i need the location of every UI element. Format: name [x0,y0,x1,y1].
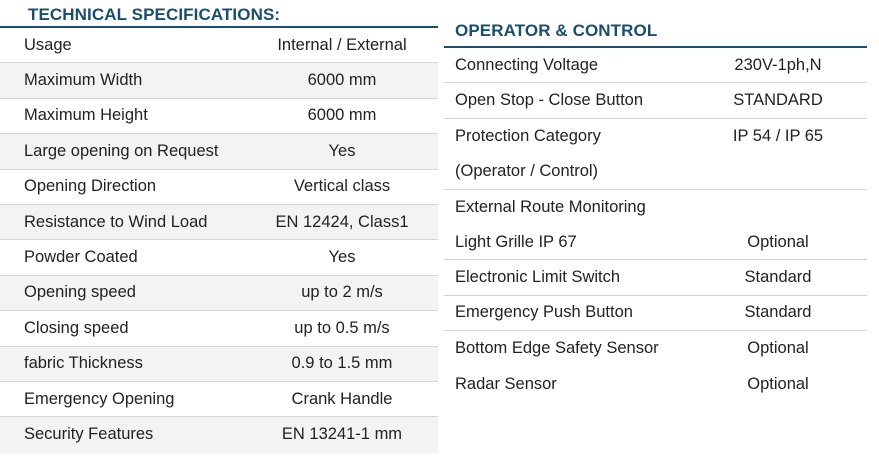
operator-label: (Operator / Control) [455,161,599,180]
spec-label: Maximum Height [24,106,148,125]
spec-value: Yes [328,248,356,267]
spec-label: fabric Thickness [24,354,143,373]
spec-label: Large opening on Request [24,141,219,160]
spec-value: Vertical class [293,177,391,196]
spec-label: Resistance to Wind Load [24,212,208,231]
operator-value: STANDARD [733,91,823,110]
operator-value: Optional [747,232,809,251]
operator-label: Light Grille IP 67 [455,232,577,251]
operator-row-bottom-edge-sensor [444,331,867,366]
spec-value: up to 2 m/s [301,283,383,302]
operator-label: Electronic Limit Switch [455,268,621,287]
spec-row-closing-speed [0,311,438,346]
spec-row-powder-coated [0,240,438,275]
spec-value: Crank Handle [291,389,393,408]
operator-label: Emergency Push Button [455,303,633,322]
spec-row-opening-direction [0,170,438,205]
operator-label: Protection Category [455,126,601,145]
operator-control-table [444,48,867,402]
operator-row-protection-category [444,119,867,154]
operator-label: Radar Sensor [455,374,557,393]
operator-row-connecting-voltage [444,48,867,83]
spec-row-usage [0,28,438,63]
operator-label: Bottom Edge Safety Sensor [455,339,659,358]
operator-row-radar-sensor [444,367,867,402]
operator-value: Optional [747,374,809,393]
operator-label: Connecting Voltage [455,55,599,74]
spec-label: Powder Coated [24,248,138,267]
operator-label: Open Stop - Close Button [455,91,644,110]
operator-value: 230V-1ph,N [734,55,822,74]
spec-row-maximum-height [0,99,438,134]
spec-row-opening-speed [0,276,438,311]
spec-value: 6000 mm [307,71,377,90]
spec-row-wind-load [0,205,438,240]
spec-label: Security Features [24,425,154,444]
operator-row-protection-category-sub [444,154,867,189]
spec-row-maximum-width [0,63,438,98]
operator-label: External Route Monitoring [455,197,646,216]
technical-specifications-panel [0,0,438,453]
operator-value: Standard [744,268,812,287]
spec-label: Usage [24,35,72,54]
spec-value: Yes [328,141,356,160]
spec-label: Maximum Width [24,71,143,90]
operator-value: Standard [744,303,812,322]
spec-row-emergency-opening [0,382,438,417]
spec-value: EN 12424, Class1 [275,212,409,231]
operator-row-light-grille [444,225,867,260]
operator-control-panel [444,17,867,402]
technical-spec-table [0,28,438,453]
spec-label: Opening Direction [24,177,157,196]
spec-label: Emergency Opening [24,389,175,408]
operator-row-electronic-limit-switch [444,260,867,295]
operator-row-emergency-push-button [444,296,867,331]
operator-row-open-stop-close [444,83,867,118]
spec-row-security-features [0,417,438,452]
technical-specifications-heading: TECHNICAL SPECIFICATIONS: [28,5,281,24]
operator-value: Optional [747,339,809,358]
spec-value: up to 0.5 m/s [294,318,390,337]
spec-label: Opening speed [24,283,136,302]
spec-value: 0.9 to 1.5 mm [291,354,393,373]
spec-value: Internal / External [277,35,407,54]
spec-label: Closing speed [24,318,129,337]
spec-row-fabric-thickness [0,347,438,382]
operator-value: IP 54 / IP 65 [732,126,824,145]
spec-value: 6000 mm [307,106,377,125]
operator-control-heading: OPERATOR & CONTROL [455,21,658,40]
operator-row-external-route-monitoring [444,190,867,225]
spec-value: EN 13241-1 mm [281,425,403,444]
spec-row-large-opening [0,134,438,169]
